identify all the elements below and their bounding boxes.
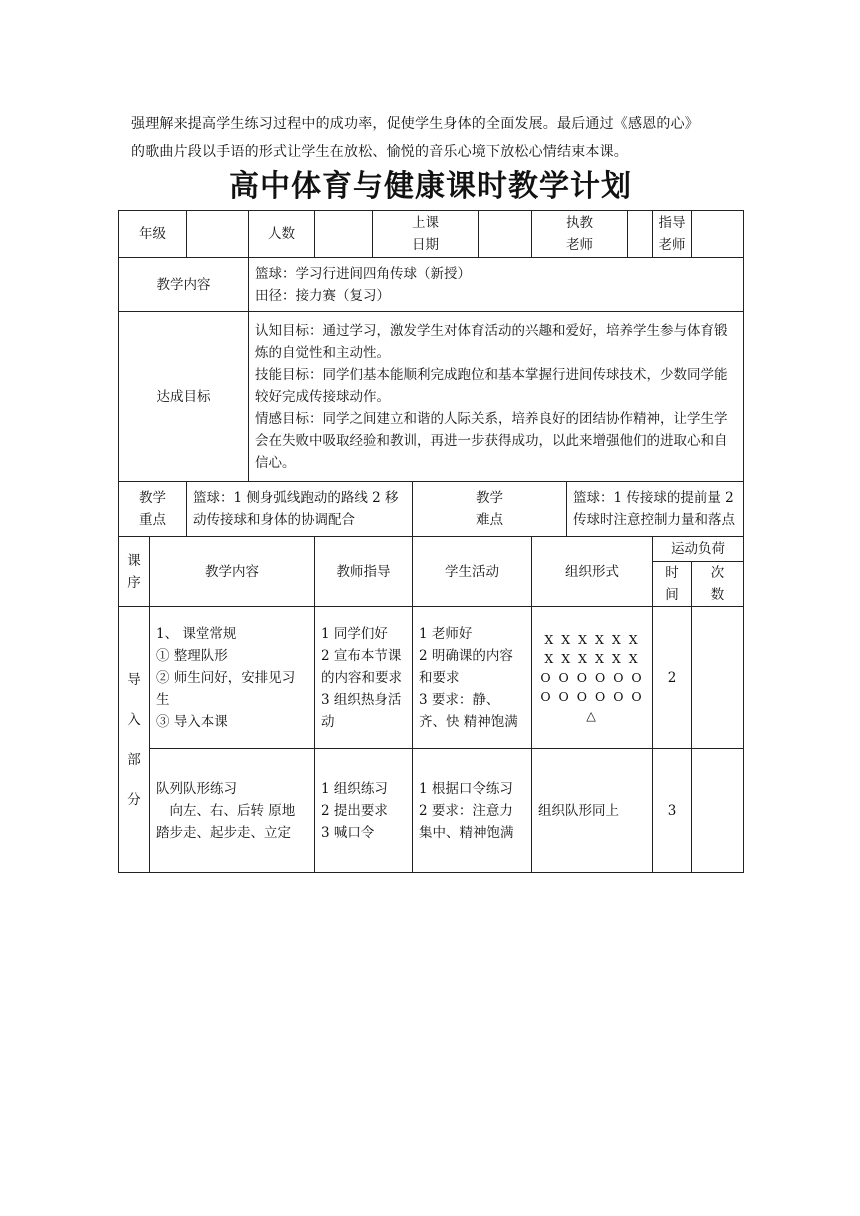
lesson-plan-table — [118, 210, 744, 873]
intro-line: 强理解来提高学生练习过程中的成功率，促使学生身体的全面发展。最后通过《感恩的心》 — [131, 116, 699, 132]
row-content: 1、 课堂常规 ① 整理队形 ② 师生问好，安排见习生 ③ 导入本课 — [150, 607, 315, 749]
row-time: 2 — [653, 607, 692, 749]
goals-text — [249, 312, 744, 482]
teacher-position-icon: △ — [586, 708, 598, 723]
content-text: 篮球：学习行进间四角传球（新授） 田径：接力赛（复习） — [249, 258, 744, 312]
goal-cognitive: 认知目标：通过学习，激发学生对体育活动的兴趣和爱好，培养学生参与体育锻炼的自觉性和主动性。 — [255, 322, 728, 361]
content-label: 教学内容 — [119, 258, 249, 312]
col-seq: 课 序 — [119, 537, 150, 607]
goals-row — [119, 312, 744, 482]
goals-label: 达成目标 — [119, 312, 249, 482]
row-student: 1 老师好 2 明确课的内容和要求 3 要求：静、齐、快 精神饱满 — [413, 607, 532, 749]
key-text: 篮球：1 侧身弧线跑动的路线 2 移动传接球和身体的协调配合 — [187, 482, 413, 537]
key-row — [119, 482, 744, 537]
row-teacher: 1 组织练习 2 提出要求 3 喊口令 — [315, 749, 413, 873]
table-row — [119, 749, 744, 873]
page-title: 高中体育与健康课时教学计划 — [229, 169, 632, 204]
count-label: 人数 — [249, 211, 315, 258]
date-value — [479, 211, 532, 258]
row-content: 队列队形练习 向左、右、后转 原地踏步走、起步走、立定 — [150, 749, 315, 873]
key-label: 教学 重点 — [119, 482, 187, 537]
intro-paragraph — [131, 110, 743, 166]
row-count — [692, 607, 744, 749]
row-formation: X X X X X X X X X X X X O O O O O O O O O O O O △ — [532, 607, 653, 749]
col-student: 学生活动 — [413, 537, 532, 607]
header-row — [119, 211, 744, 258]
grade-label: 年级 — [119, 211, 187, 258]
row-student: 1 根据口令练习 2 要求：注意力集中、精神饱满 — [413, 749, 532, 873]
row-time: 3 — [653, 749, 692, 873]
intro-line: 的歌曲片段以手语的形式让学生在放松、愉悦的音乐心境下放松心情结束本课。 — [131, 144, 628, 160]
section-label: 导 入 部 分 — [119, 607, 150, 873]
col-teacher: 教师指导 — [315, 537, 413, 607]
col-org: 组织形式 — [532, 537, 653, 607]
content-row — [119, 258, 744, 312]
row-count — [692, 749, 744, 873]
mentor-value — [692, 211, 744, 258]
col-time: 时 间 — [653, 562, 692, 607]
goal-emotion: 情感目标：同学之间建立和谐的人际关系，培养良好的团结协作精神，让学生学会在失败中吸取经验和教训，再进一步获得成功，以此来增强他们的进取心和自信心。 — [255, 410, 728, 471]
goal-skill: 技能目标：同学们基本能顺利完成跑位和基本掌握行进间传球技术，少数同学能较好完成传接球动作。 — [255, 366, 728, 405]
difficulty-label: 教学 难点 — [413, 482, 567, 537]
col-content: 教学内容 — [150, 537, 315, 607]
teacher-value — [628, 211, 653, 258]
teacher-label: 执教 老师 — [532, 211, 628, 258]
column-header-row — [119, 537, 744, 562]
col-load: 运动负荷 — [653, 537, 744, 562]
mentor-label: 指导 老师 — [653, 211, 692, 258]
grade-value — [187, 211, 249, 258]
date-label: 上课 日期 — [373, 211, 479, 258]
table-row — [119, 607, 744, 749]
row-teacher: 1 同学们好 2 宣布本节课的内容和要求 3 组织热身活动 — [315, 607, 413, 749]
count-value — [315, 211, 373, 258]
row-formation: 组织队形同上 — [532, 749, 653, 873]
col-count: 次 数 — [692, 562, 744, 607]
difficulty-text: 篮球：1 传接球的提前量 2 传球时注意控制力量和落点 — [567, 482, 744, 537]
